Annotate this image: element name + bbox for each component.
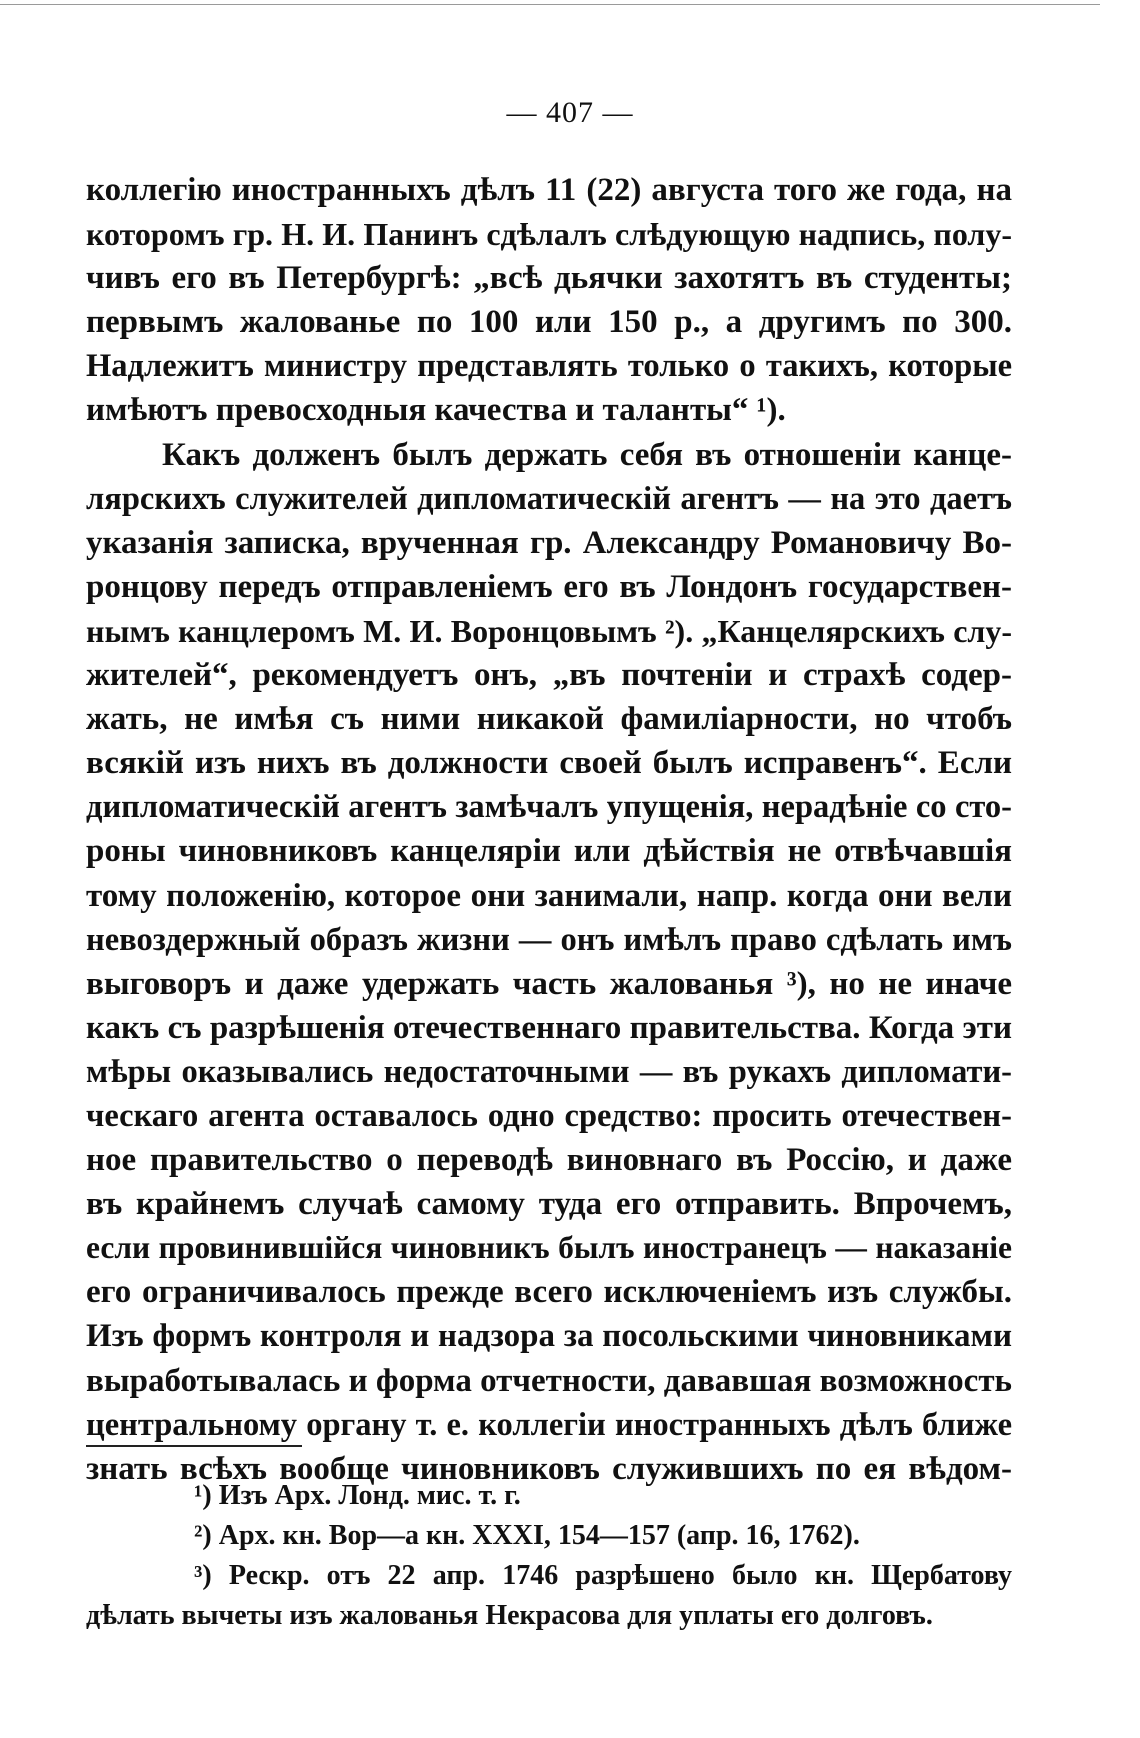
body-line: какъ съ разрѣшенія отечественнаго правительства. Когда эти [86, 1009, 1012, 1046]
page-edge-line [0, 4, 1100, 5]
page-number: — 407 — [506, 96, 634, 129]
body-line: указанія записка, врученная гр. Александру Романовичу Во- [86, 524, 1012, 561]
body-line: коллегію иностранныхъ дѣлъ 11 (22) августа того же года, на [86, 172, 1012, 208]
footnote: ¹) Изъ Арх. Лонд. мис. т. г. [194, 1480, 521, 1511]
footnotes [86, 1476, 1012, 1636]
body-line: знать всѣхъ вообще чиновниковъ служившихъ по ея вѣдом- [86, 1450, 1012, 1487]
body-line: выработывалась и форма отчетности, дававшая возможность [86, 1362, 1012, 1399]
body-line: дипломатическій агентъ замѣчалъ упущенія, нерадѣніе со сто- [86, 789, 1012, 826]
body-line: его ограничивалось прежде всего исключеніемъ изъ службы. [86, 1274, 1012, 1311]
body-line: тому положенію, которое они занимали, напр. когда они вели [86, 877, 1012, 914]
body-line: мѣры оказывались недостаточными — въ рукахъ дипломати- [86, 1053, 1012, 1090]
body-line: жать, не имѣя съ ними никакой фамиліарности, но чтобъ [86, 701, 1012, 738]
body-line: жителей“, рекомендуетъ онъ, „въ почтеніи и страхѣ содер- [86, 657, 1012, 694]
body-line: Изъ формъ контроля и надзора за посольскими чиновниками [86, 1318, 1012, 1355]
paragraph-start-line: Какъ долженъ былъ держать себя въ отношеніи канце- [162, 436, 1012, 473]
footnote: ²) Арх. кн. Вор—а кн. XXXI, 154—157 (апр. 16, 1762). [194, 1520, 860, 1551]
body-line: ронцову передъ отправленіемъ его въ Лондонъ государствен- [86, 568, 1012, 605]
footnote: ³) Рескр. отъ 22 апр. 1746 разрѣшено было кн. Щербатову [194, 1560, 1012, 1591]
body-text [86, 168, 1012, 1491]
body-line: если провинившійся чиновникъ былъ иностранецъ — наказаніе [86, 1230, 1012, 1266]
body-line: выговоръ и даже удержать часть жалованья ³), но не иначе [86, 965, 1012, 1002]
body-line: которомъ гр. Н. И. Панинъ сдѣлалъ слѣдующую надпись, полу- [86, 216, 1012, 253]
body-line: Надлежитъ министру представлять только о такихъ, которые [86, 348, 1012, 385]
body-line: роны чиновниковъ канцеляріи или дѣйствія не отвѣчавшія [86, 833, 1012, 870]
body-line: центральному органу т. е. коллегіи иностранныхъ дѣлъ ближе [86, 1406, 1012, 1443]
body-line: невоздержный образъ жизни — онъ имѣлъ право сдѣлать имъ [86, 921, 1012, 958]
body-line: въ крайнемъ случаѣ самому туда его отправить. Впрочемъ, [86, 1186, 1012, 1223]
body-line: ное правительство о переводѣ виновнаго въ Россію, и даже [86, 1142, 1012, 1179]
body-line: первымъ жалованье по 100 или 150 р., а другимъ по 300. [86, 304, 1012, 341]
body-line: нымъ канцлеромъ М. И. Воронцовымъ ²). „Канцелярскихъ слу- [86, 612, 1012, 649]
footnote-continuation: дѣлать вычеты изъ жалованья Некрасова для уплаты его долговъ. [86, 1600, 933, 1631]
body-line: ческаго агента оставалось одно средство: просить отечествен- [86, 1097, 1012, 1134]
body-line: всякій изъ нихъ въ должности своей былъ исправенъ“. Если [86, 745, 1012, 782]
footnote-divider [86, 1445, 302, 1447]
body-line: лярскихъ служителей дипломатическій агентъ — на это даетъ [86, 480, 1012, 517]
body-line: имѣютъ превосходныя качества и таланты“ ¹). [86, 392, 786, 429]
body-line: чивъ его въ Петербургѣ: „всѣ дьячки захотятъ въ студенты; [86, 260, 1012, 297]
